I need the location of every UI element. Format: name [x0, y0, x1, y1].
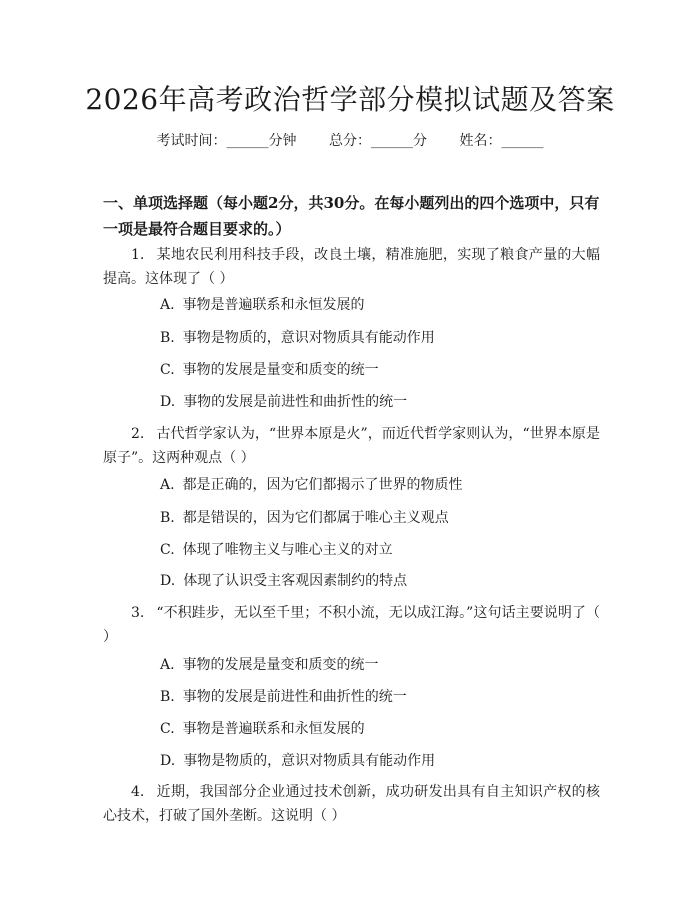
- question-1: [103, 243, 600, 291]
- option-letter: D.: [160, 394, 176, 410]
- option-3a: [160, 654, 600, 676]
- option-letter: A.: [160, 657, 175, 673]
- option-letter: C.: [160, 362, 175, 378]
- option-text: 事物的发展是量变和质变的统一: [182, 657, 379, 673]
- question-text: 古代哲学家认为，“世界本原是火”，而近代哲学家则认为，“世界本原是原子”。这两种观点（ ）: [103, 426, 600, 466]
- question-4: [103, 780, 600, 828]
- option-1a: [160, 294, 600, 316]
- question-text: 某地农民利用科技手段，改良土壤，精准施肥，实现了粮食产量的大幅提高。这体现了（ ）: [103, 247, 600, 287]
- option-2c: [160, 539, 600, 561]
- question-text: “不积跬步，无以至千里；不积小流，无以成江海。”这句话主要说明了（ ）: [103, 605, 600, 645]
- option-letter: C.: [160, 721, 175, 737]
- option-text: 体现了认识受主客观因素制约的特点: [183, 573, 408, 589]
- option-3c: [160, 718, 600, 740]
- option-1d: [160, 391, 600, 413]
- option-text: 事物的发展是前进性和曲折性的统一: [182, 689, 407, 705]
- question-text: 近期，我国部分企业通过技术创新，成功研发出具有自主知识产权的核心技术，打破了国外垄断。这说明（ ）: [103, 784, 600, 824]
- question-2: [103, 422, 600, 470]
- option-letter: B.: [160, 689, 175, 705]
- option-1b: [160, 327, 600, 349]
- option-text: 事物是物质的，意识对物质具有能动作用: [182, 330, 435, 346]
- question-number: 1.: [131, 247, 145, 263]
- option-2b: [160, 507, 600, 529]
- option-letter: D.: [160, 753, 176, 769]
- option-2a: [160, 474, 600, 496]
- option-letter: A.: [160, 477, 175, 493]
- question-3: [103, 601, 600, 649]
- option-2d: [160, 570, 600, 592]
- option-3b: [160, 686, 600, 708]
- exam-name: 姓名：______: [459, 133, 544, 149]
- question-number: 2.: [131, 426, 145, 442]
- page-title: 2026年高考政治哲学部分模拟试题及答案: [85, 83, 615, 116]
- option-3d: [160, 750, 600, 772]
- exam-time: 考试时间：______分钟: [156, 133, 297, 149]
- option-text: 体现了唯物主义与唯心主义的对立: [182, 542, 393, 558]
- question-number: 3.: [131, 605, 145, 621]
- exam-info: [0, 130, 700, 152]
- option-text: 事物的发展是量变和质变的统一: [182, 362, 379, 378]
- section-heading: 一、单项选择题（每小题2分，共30分。在每小题列出的四个选项中，只有一项是最符合题目要求的。）: [103, 194, 600, 238]
- option-1c: [160, 359, 600, 381]
- option-letter: B.: [160, 330, 175, 346]
- option-text: 事物是普遍联系和永恒发展的: [182, 297, 365, 313]
- option-text: 事物是普遍联系和永恒发展的: [182, 721, 365, 737]
- option-text: 都是错误的，因为它们都属于唯心主义观点: [182, 510, 449, 526]
- option-text: 都是正确的，因为它们都揭示了世界的物质性: [182, 477, 463, 493]
- option-text: 事物的发展是前进性和曲折性的统一: [183, 394, 408, 410]
- option-letter: C.: [160, 542, 175, 558]
- option-text: 事物是物质的，意识对物质具有能动作用: [183, 753, 436, 769]
- option-letter: D.: [160, 573, 176, 589]
- option-letter: B.: [160, 510, 175, 526]
- question-number: 4.: [131, 784, 145, 800]
- exam-score: 总分：______分: [329, 133, 427, 149]
- option-letter: A.: [160, 297, 175, 313]
